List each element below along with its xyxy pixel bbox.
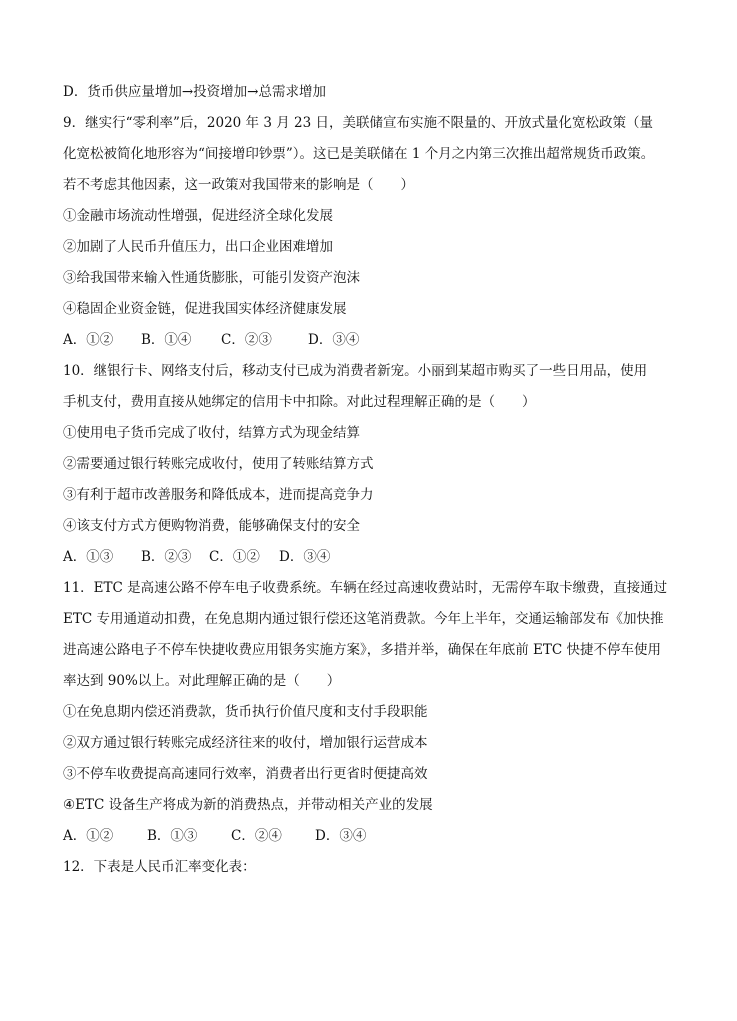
q11-option-a: A．①②: [63, 827, 114, 844]
q9-stem-line-3: 若不考虑其他因素，这一政策对我国带来的影响是（ ）: [63, 176, 414, 193]
q10-statement-4: ④该支付方式方便购物消费，能够确保支付的安全: [63, 517, 360, 534]
question-11: [63, 572, 678, 851]
q11-statement-3: ③不停车收费提高高速同行效率，消费者出行更省时便捷高效: [63, 765, 428, 782]
q10-statement-2: ②需要通过银行转账完成收付，使用了转账结算方式: [63, 455, 374, 472]
q9-option-a: A．①②: [63, 331, 114, 348]
q9-option-c: C．②③: [221, 331, 272, 348]
q11-options: [63, 820, 678, 851]
q10-option-c: C．①②: [209, 548, 260, 565]
q9-option-b: B．①④: [141, 331, 192, 348]
q10-stem-line-2: 手机支付，费用直接从她绑定的信用卡中扣除。对此过程理解正确的是（ ）: [63, 393, 536, 410]
q11-stem-line-4: 率达到 90%以上。对此理解正确的是（ ）: [63, 672, 341, 689]
q9-statement-2: ②加剧了人民币升值压力，出口企业困难增加: [63, 238, 333, 255]
q9-statement-4: ④稳固企业资金链，促进我国实体经济健康发展: [63, 300, 347, 317]
q11-option-b: B．①③: [147, 827, 198, 844]
q11-statement-2: ②双方通过银行转账完成经济往来的收付，增加银行运营成本: [63, 734, 428, 751]
q11-stem-line-3: 进高速公路电子不停车快捷收费应用银务实施方案》，多措并举，确保在年底前 ETC 快捷不停车使用: [63, 641, 662, 658]
q11-stem-line-1: 11．ETC 是高速公路不停车电子收费系统。车辆在经过高速收费站时，无需停车取卡缴费，直接通过: [63, 579, 668, 596]
document-page: [63, 76, 678, 882]
q11-option-d: D．③④: [315, 827, 367, 844]
q10-option-b: B．②③: [141, 548, 192, 565]
question-10: [63, 355, 678, 572]
q10-option-d: D．③④: [279, 548, 331, 565]
q11-statement-4: ④ETC 设备生产将成为新的消费热点，并带动相关产业的发展: [63, 796, 433, 813]
q11-stem-line-2: ETC 专用通道动扣费，在免息期内通过银行偿还这笔消费款。今年上半年，交通运输部发布《加快推: [63, 610, 664, 627]
q9-stem-line-2: 化宽松被简化地形容为“间接增印钞票”）。这已是美联储在 1 个月之内第三次推出超常规货币政策。: [63, 145, 655, 162]
q10-option-a: A．①③: [63, 548, 114, 565]
q9-stem-line-1: 9．继实行“零利率”后，2020 年 3 月 23 日，美联储宣布实施不限量的、开放式量化宽松政策（量: [63, 114, 653, 131]
question-9: [63, 107, 678, 355]
q11-option-c: C．②④: [231, 827, 282, 844]
q9-option-d: D．③④: [308, 331, 360, 348]
q9-options: [63, 324, 678, 355]
q8-option-d: D．货币供应量增加→投资增加→总需求增加: [63, 83, 326, 100]
q10-statement-1: ①使用电子货币完成了收付，结算方式为现金结算: [63, 424, 360, 441]
q11-statement-1: ①在免息期内偿还消费款，货币执行价值尺度和支付手段职能: [63, 703, 428, 720]
q10-options: [63, 541, 678, 572]
q9-statement-3: ③给我国带来输入性通货膨胀，可能引发资产泡沫: [63, 269, 360, 286]
q10-statement-3: ③有利于超市改善服务和降低成本，进而提高竞争力: [63, 486, 374, 503]
q10-stem-line-1: 10．继银行卡、网络支付后，移动支付已成为消费者新宠。小丽到某超市购买了一些日用品，使用: [63, 362, 648, 379]
q12-stem: 12．下表是人民币汇率变化表：: [63, 858, 256, 875]
q9-statement-1: ①金融市场流动性增强，促进经济全球化发展: [63, 207, 333, 224]
